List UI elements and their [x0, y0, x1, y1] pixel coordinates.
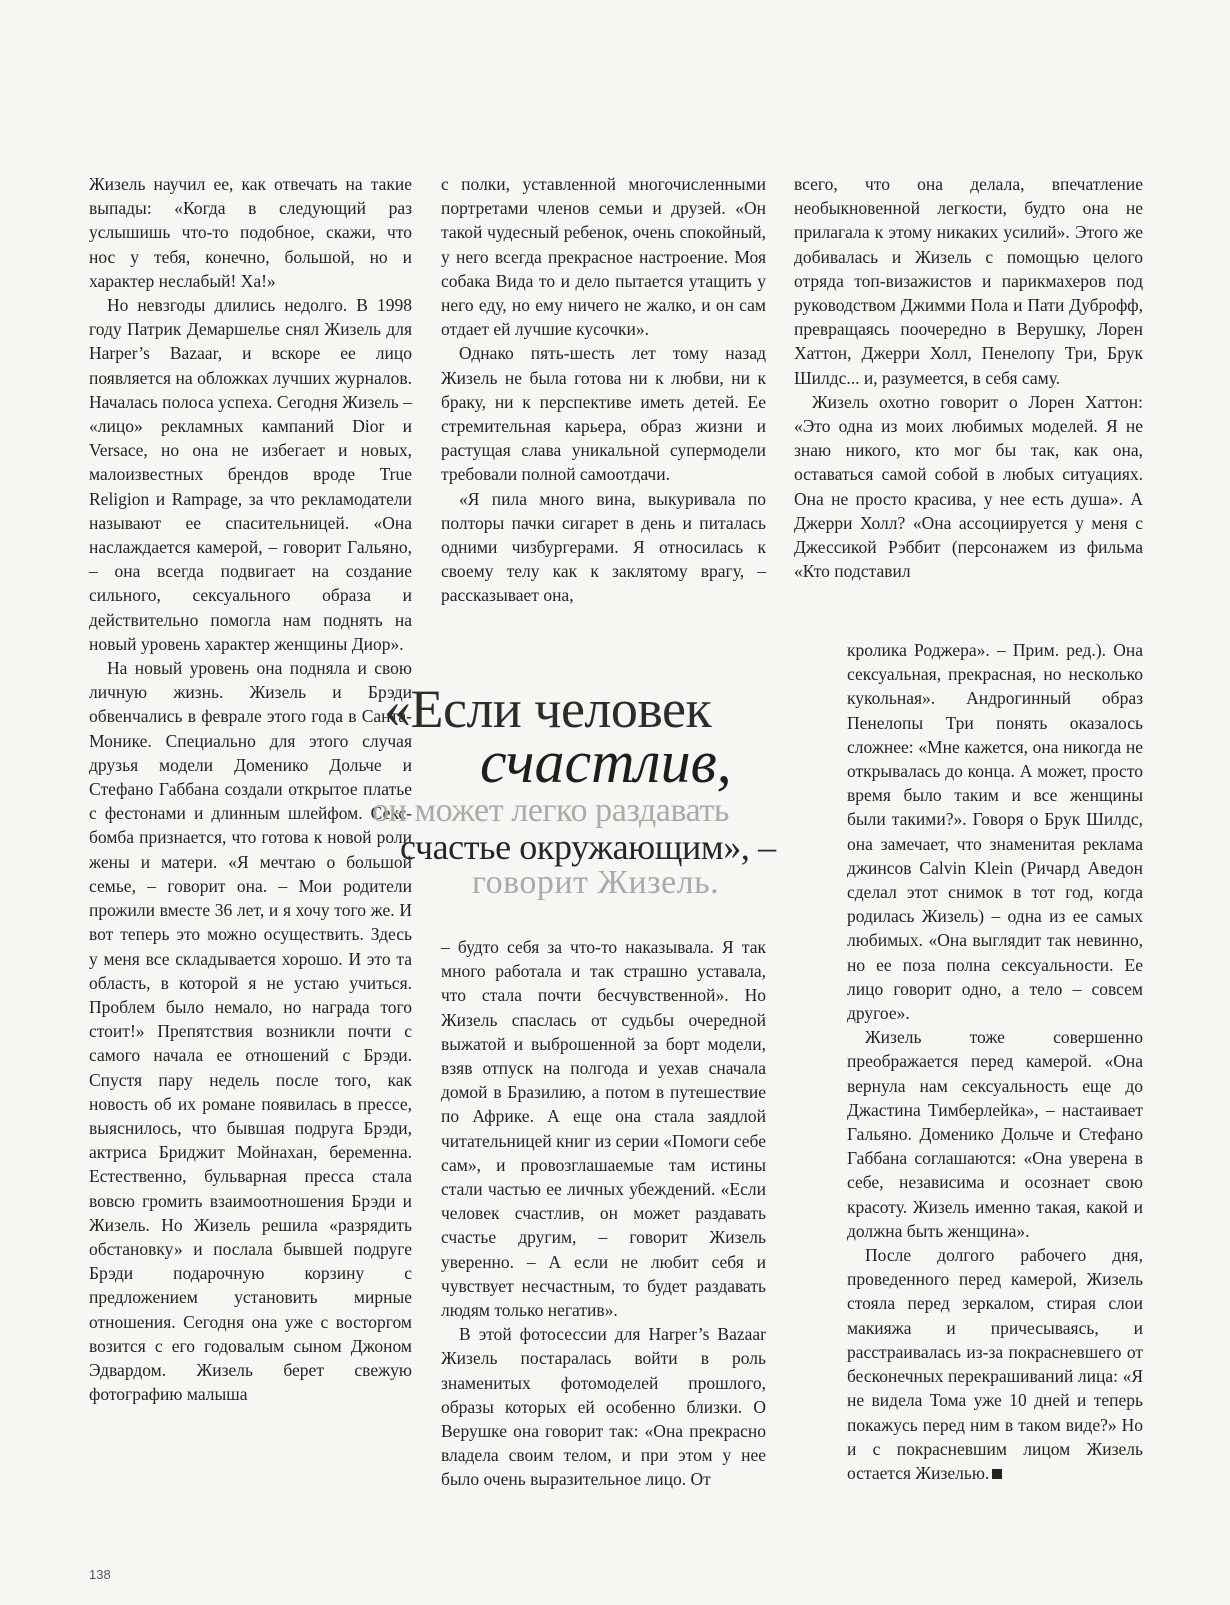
article-column-1	[89, 172, 412, 1406]
pull-quote-line-emphasis: счастлив,	[480, 729, 732, 795]
paragraph: В этой фотосессии для Harper’s Bazaar Жизель постаралась войти в роль знаменитых фотомоделей прошлого, образы которых ей особенно близки. О Верушке она говорит так: «Она прекрасно владела своим телом, и при этом у нее было очень выразительное лицо. От	[441, 1324, 766, 1490]
article-column-3-top	[794, 172, 1143, 583]
pull-quote-attribution: говорит Жизель.	[472, 864, 720, 901]
pull-quote-line: «Если человек	[384, 679, 712, 739]
paragraph: «Я пила много вина, выкуривала по полторы пачки сигарет в день и питалась одними чизбургерами. Я относилась к своему телу как к заклятому врагу, – рассказывает она,	[441, 488, 766, 606]
paragraph: кролика Роджера». – Прим. ред.). Она сексуальная, прекрасная, но несколько кукольная». Андрогинный образ Пенелопы Три понять оказалось сложнее: «Мне кажется, она никогда не открывалась до конца. А может, просто время было таким и все женщины были такими?». Говоря о Брук Шилдс, она замечает, что знаменитая реклама джинсов Calvin Klein (Ричард Аведон сделал этот снимок в тот год, когда родилась Жизель) – одна из ее самых любимых. «Она выглядит так невинно, но ее поза полна сексуальности. Ее лицо говорит одно, а тело – совсем другое».	[847, 640, 1143, 1024]
article-column-2-top	[441, 172, 766, 608]
paragraph: Но невзгоды длились недолго. В 1998 году Патрик Демаршелье снял Жизель для Harper’s Bazaar, и вскоре ее лицо появляется на обложках лучших журналов. Началась полоса успеха. Сегодня Жизель – «лицо» рекламных кампаний Dior и Versace, но она не избегает и новых, малоизвестных брендов вроде True Religion и Rampage, за что рекламодатели называют ее спасительницей. «Она наслаждается камерой, – говорит Гальяно, – она всегда подвигает на создание сильного, сексуального образа и действительно помогла нам поднять на новый уровень характер женщины Диор».	[89, 295, 412, 654]
pull-quote-line: счастье окружающим», –	[400, 827, 776, 867]
end-of-article-mark	[992, 1469, 1002, 1479]
paragraph: Жизель охотно говорит о Лорен Хаттон: «Это одна из моих любимых моделей. Я не знаю никого, кто мог бы так, как она, оставаться самой собой в любых ситуациях. Она не просто красива, у нее есть душа». А Джерри Холл? «Она ассоциируется у меня с Джессикой Рэббит (персонажем из фильма «Кто подставил	[794, 391, 1143, 582]
article-column-3-bottom	[847, 638, 1143, 1485]
article-column-2-bottom	[441, 935, 766, 1492]
paragraph: всего, что она делала, впечатление необыкновенной легкости, будто она не прилагала к этому никаких усилий». Этого же добивалась и Жизель с помощью целого отряда топ-визажистов и парикмахеров под руководством Джимми Пола и Пати Дуброфф, превращаясь поочередно в Верушку, Лорен Хаттон, Джерри Холл, Пенелопу Три, Брук Шилдс... и, разумеется, в себя саму.	[794, 174, 1143, 388]
paragraph-final	[847, 1243, 1143, 1485]
paragraph: На новый уровень она подняла и свою личную жизнь. Жизель и Брэди обвенчались в феврале этого года в Санта-Монике. Специально для этого случая друзья модели Доменико Дольче и Стефано Габбана создали открытое платье с фестонами и длинным шлейфом. Секс-бомба признается, что готова к новой роли жены и матери. «Я мечтаю о большой семье, – говорит она. – Мои родители прожили вместе 36 лет, и я хочу того же. И вот теперь это можно осуществить. Здесь у меня все складывается хорошо. И это та область, в которой я не устаю учиться. Проблем было немало, но награда того стоит!» Препятствия возникли почти с самого начала ее отношений с Брэди. Спустя пару недель после того, как новость об их романе появилась в прессе, выяснилось, что бывшая подруга Брэди, актриса Бриджит Мойнахан, беременна. Естественно, бульварная пресса стала вовсю громить взаимоотношения Брэди и Жизель. Но Жизель решила «разрядить обстановку» и послала бывшей подруге Брэди подарочную корзину с предложением установить мирные отношения. Сегодня она уже с восторгом возится с его годовалым сыном Джоном Эдвардом. Жизель берет свежую фотографию малыша	[89, 658, 412, 1405]
paragraph: Жизель научил ее, как отвечать на такие выпады: «Когда в следующий раз услышишь что-то подобное, скажи, что нос у тебя, конечно, большой, но и характер неслабый! Ха!»	[89, 174, 412, 291]
pull-quote	[372, 678, 842, 908]
paragraph: – будто себя за что-то наказывала. Я так много работала и так страшно уставала, что стала почти бесчувственной». Но Жизель спаслась от судьбы очередной выжатой и выброшенной за борт модели, взяв отпуск на полгода и уехав сначала домой в Бразилию, а потом в путешествие по Африке. А еще она стала заядлой читательницей книг из серии «Помоги себе сам», и провозглашаемые там истины стали частью ее личных убеждений. «Если человек счастлив, он может раздавать счастье другим, – говорит Жизель уверенно. – А если не любит себя и чувствует несчастным, то будет раздавать людям только негатив».	[441, 937, 766, 1321]
page-number: 138	[89, 1567, 111, 1582]
paragraph: с полки, уставленной многочисленными портретами членов семьи и друзей. «Он такой чудесный ребенок, очень спокойный, у него всегда прекрасное настроение. Моя собака Вида то и дело пытается утащить у него еду, но ему ничего не жалко, и он сам отдает ей лучшие кусочки».	[441, 174, 766, 340]
paragraph: Жизель тоже совершенно преображается перед камерой. «Она вернула нам сексуальность еще до Джастина Тимберлейка», – настаивает Гальяно. Доменико Дольче и Стефано Габбана соглашаются: «Она уверена в себе, независима и осознает свою красоту. Жизель именно такая, какой и должна быть женщина».	[847, 1027, 1143, 1241]
paragraph: Однако пять-шесть лет тому назад Жизель не была готова ни к любви, ни к браку, ни к перспективе иметь детей. Ее стремительная карьера, образ жизни и растущая слава уникальной супермодели требовали полной самоотдачи.	[441, 343, 766, 485]
paragraph-text: После долгого рабочего дня, проведенного перед камерой, Жизель стояла перед зеркалом, стирая слои макияжа и причесываясь, и расстраивалась из-за покрасневшего от бесконечных перекрашиваний лица: «Я не видела Тома уже 10 дней и теперь покажусь перед ним в таком виде?» Но и с покрасневшим лицом Жизель остается Жизелью.	[847, 1245, 1143, 1483]
pull-quote-line: он может легко раздавать	[372, 792, 730, 829]
